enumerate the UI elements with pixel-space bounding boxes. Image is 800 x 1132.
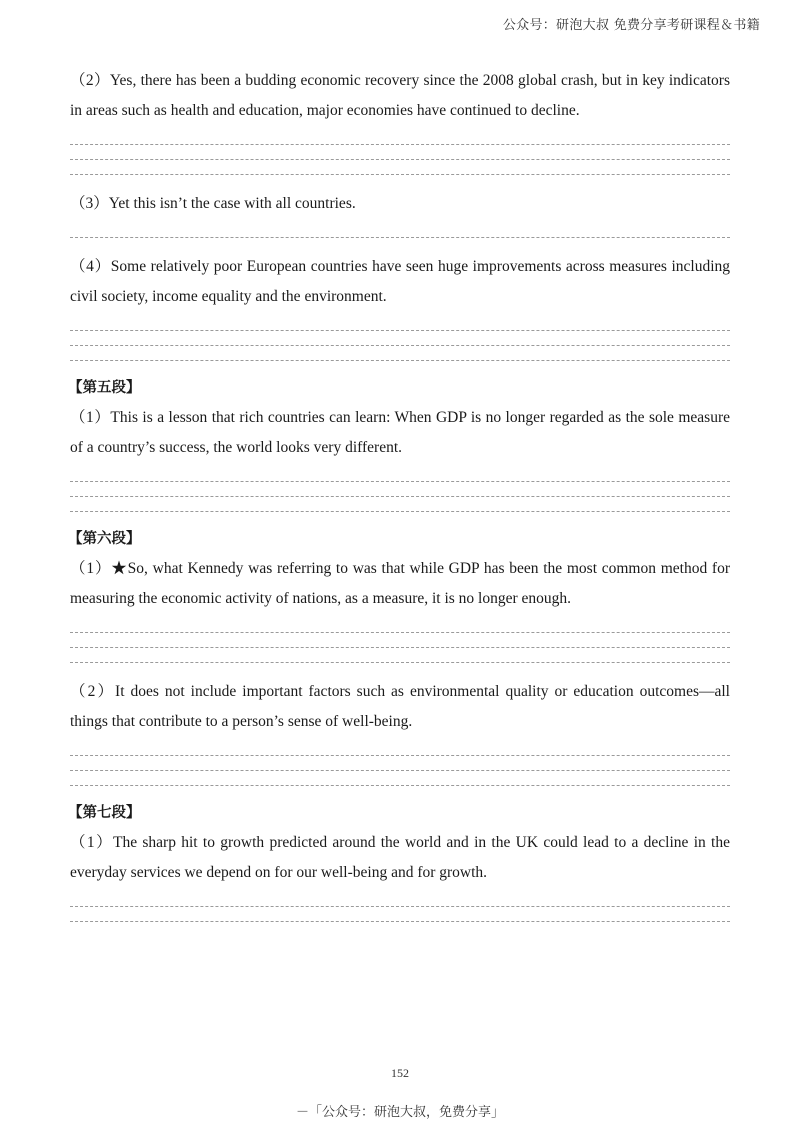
footer-watermark-note: －「公众号：研泡大叔，免费分享」 bbox=[295, 1105, 504, 1120]
answer-line bbox=[70, 237, 730, 238]
sentence-p7-1: （1）The sharp hit to growth predicted around the world and in the UK could lead to a decline in the everyday services we depend on for our well-being and for growth. bbox=[70, 834, 730, 881]
answer-line bbox=[70, 345, 730, 346]
section-heading-p5: 【第五段】 bbox=[68, 380, 141, 396]
document-page bbox=[70, 66, 730, 936]
page-number: 152 bbox=[391, 1066, 409, 1080]
answer-line bbox=[70, 755, 730, 756]
answer-line bbox=[70, 511, 730, 512]
header-watermark-note: 公众号：研泡大叔 免费分享考研课程＆书籍 bbox=[502, 18, 760, 33]
sentence-p4-4: （4）Some relatively poor European countries have seen huge improvements across measures including civil society, income equality and the environment. bbox=[70, 258, 730, 305]
answer-line bbox=[70, 144, 730, 145]
answer-line bbox=[70, 906, 730, 907]
answer-line bbox=[70, 921, 730, 922]
answer-line bbox=[70, 360, 730, 361]
answer-line bbox=[70, 481, 730, 482]
answer-line bbox=[70, 647, 730, 648]
sentence-p4-3: （3）Yet this isn’t the case with all countries. bbox=[70, 195, 356, 212]
answer-line bbox=[70, 496, 730, 497]
section-heading-p7: 【第七段】 bbox=[68, 805, 141, 821]
answer-line bbox=[70, 330, 730, 331]
answer-line bbox=[70, 159, 730, 160]
sentence-p6-1: （1）★So, what Kennedy was referring to was that while GDP has been the most common method for measuring the economic activity of nations, as a measure, it is no longer enough. bbox=[70, 560, 730, 607]
answer-line bbox=[70, 770, 730, 771]
section-heading-p6: 【第六段】 bbox=[68, 531, 141, 547]
answer-line bbox=[70, 174, 730, 175]
sentence-p6-2: （2）It does not include important factors such as environmental quality or education outcomes—all things that contribute to a person’s sense of well-being. bbox=[70, 683, 730, 730]
answer-line bbox=[70, 662, 730, 663]
answer-line bbox=[70, 632, 730, 633]
sentence-p4-2: （2）Yes, there has been a budding economic recovery since the 2008 global crash, but in key indicators in areas such as health and education, major economies have continued to decline. bbox=[70, 72, 730, 119]
sentence-p5-1: （1）This is a lesson that rich countries can learn: When GDP is no longer regarded as the sole measure of a country’s success, the world looks very different. bbox=[70, 409, 730, 456]
answer-line bbox=[70, 785, 730, 786]
